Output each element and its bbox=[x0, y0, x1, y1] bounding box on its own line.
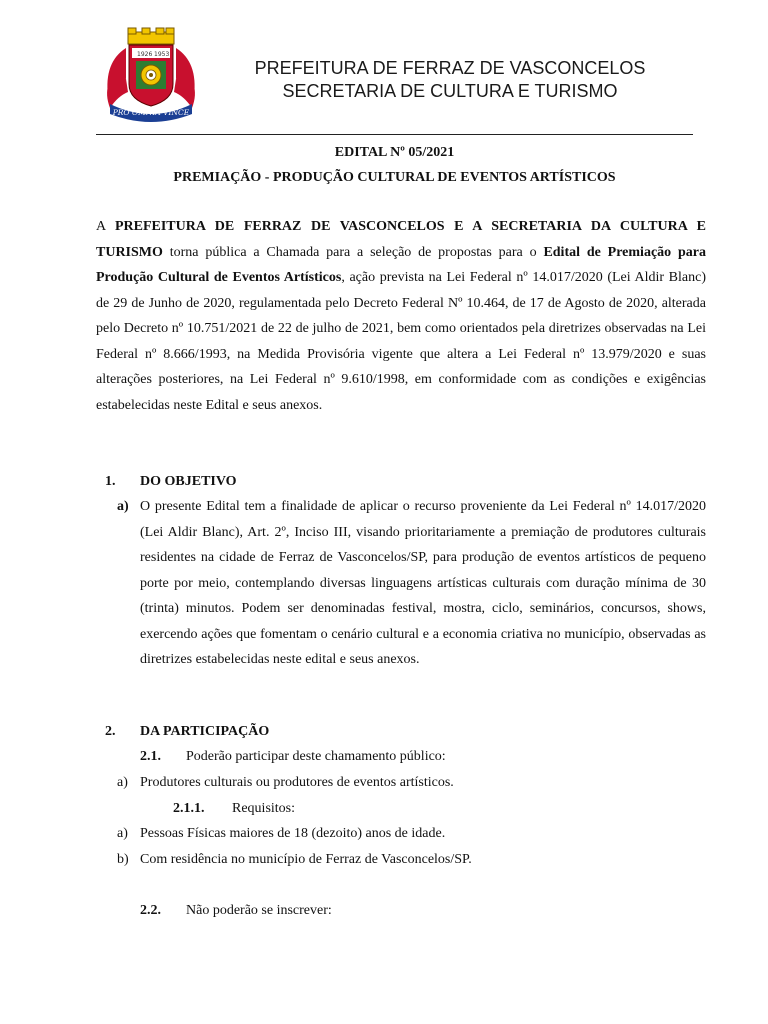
header-divider bbox=[96, 134, 693, 135]
requirement-b-marker: b) bbox=[117, 852, 129, 867]
crest-emblem-icon bbox=[96, 26, 206, 124]
municipal-crest bbox=[96, 26, 206, 124]
section2-1-text: Poderão participar deste chamamento público: bbox=[186, 749, 446, 764]
section1-item-a-marker: a) bbox=[117, 499, 129, 514]
intro-paragraph bbox=[96, 214, 706, 418]
section2-1-a-marker: a) bbox=[117, 775, 128, 790]
requirement-b-text: Com residência no município de Ferraz de Vasconcelos/SP. bbox=[140, 852, 472, 867]
intro-text-1: A bbox=[96, 219, 115, 234]
header-line-secretaria: SECRETARIA DE CULTURA E TURISMO bbox=[282, 81, 618, 101]
edital-subtitle: PREMIAÇÃO - PRODUÇÃO CULTURAL DE EVENTOS ARTÍSTICOS bbox=[173, 170, 616, 185]
header-line-prefeitura: PREFEITURA DE FERRAZ DE VASCONCELOS bbox=[254, 58, 646, 78]
edital-number: EDITAL Nº 05/2021 bbox=[334, 145, 455, 160]
intro-text-2: torna pública a Chamada para a seleção de propostas para o bbox=[162, 244, 544, 260]
section1-item-a-text: O presente Edital tem a finalidade de aplicar o recurso proveniente da Lei Federal nº 14.017/2020 (Lei Aldir Blanc), Art. 2º, Inciso III, visando prioritariamente a premiação de produtores culturais residentes na cidade de Ferraz de Vasconcelos/SP, para produção de eventos artísticos de pequeno porte por meio, contemplando diversas linguagens artísticas culturais com duração mínima de 30 (trinta) minutos. Podem ser denominadas festival, mostra, ciclo, seminários, concursos, shows, exercendo ações que fomentam o cenário cultural e a economia criativa no município, observadas as diretrizes estabelecidas neste edital e seus anexos. bbox=[140, 499, 706, 667]
section1-number: 1. bbox=[105, 474, 116, 489]
intro-bold-orgs: PREFEITURA DE FERRAZ DE VASCONCELOS E A SECRETARIA DA CULTURA E TURISMO bbox=[96, 219, 706, 260]
section2-2-text: Não poderão se inscrever: bbox=[186, 903, 332, 918]
section2-number: 2. bbox=[105, 724, 116, 739]
crest-year-left: 1926 bbox=[137, 51, 153, 58]
intro-bold-edital: Edital de Premiação para Produção Cultural de Eventos Artísticos bbox=[96, 244, 706, 285]
section1-heading: DO OBJETIVO bbox=[140, 474, 237, 489]
section2-1-number: 2.1. bbox=[140, 749, 161, 764]
requirement-a-text: Pessoas Físicas maiores de 18 (dezoito) anos de idade. bbox=[140, 826, 446, 841]
section2-1-1-number: 2.1.1. bbox=[173, 801, 205, 816]
section2-1-a-text: Produtores culturais ou produtores de eventos artísticos. bbox=[140, 775, 454, 790]
crest-year-right: 1953 bbox=[154, 51, 170, 58]
section2-2-number: 2.2. bbox=[140, 903, 161, 918]
section2-heading: DA PARTICIPAÇÃO bbox=[140, 724, 270, 739]
requirement-a-marker: a) bbox=[117, 826, 128, 841]
intro-text-3: , ação prevista na Lei Federal nº 14.017/2020 (Lei Aldir Blanc) de 29 de Junho de 2020, regulamentada pelo Decreto Federal Nº 10.464, de 17 de Agosto de 2020, alterada pelo Decreto nº 10.751/2021 de 22 de julho de 2021, bem como orientados pela diretrizes observadas na Lei Federal nº 8.666/1993, na Medida Provisória vigente que altera a Lei Federal nº 13.979/2020 e suas alterações posteriores, na Lei Federal nº 9.610/1998, em conformidade com as condições e exigências estabelecidas neste Edital e seus anexos. bbox=[96, 270, 707, 413]
section2-1-1-text: Requisitos: bbox=[232, 801, 296, 816]
crest-motto: PRO OMNIA VINCE bbox=[112, 108, 190, 117]
